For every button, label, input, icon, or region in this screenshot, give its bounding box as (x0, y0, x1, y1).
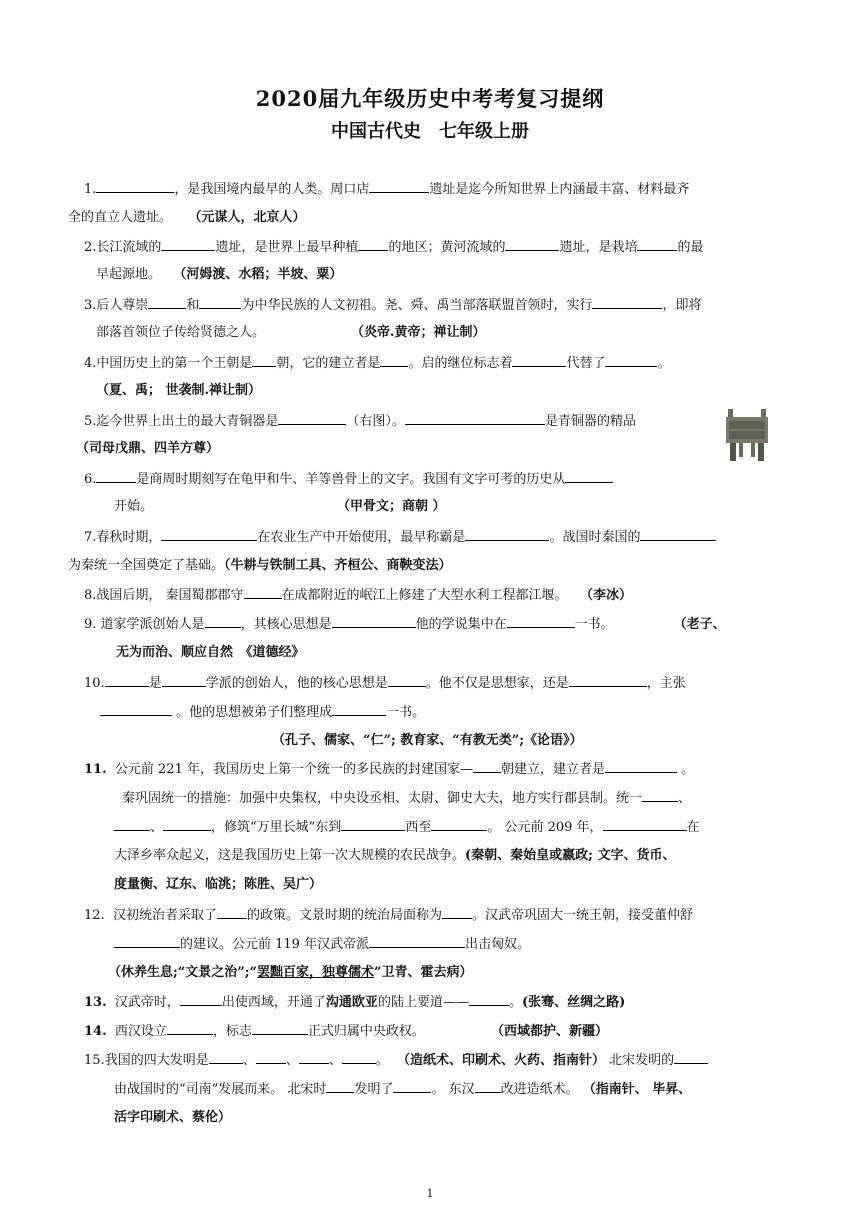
question-11-line3: 、 ，修筑“万里长城”东到 西至 。 公元前 209 年， 在 (114, 818, 700, 836)
answer-15b: （指南针、 毕昇、 (582, 1082, 692, 1097)
answer-12a: （休养生息;“文景之治”;“ (108, 965, 258, 980)
question-8-line1: 8.战国后期， 秦国蜀郡郡守 在成都附近的岷江上修建了大型水利工程都江堰。 （李冰） (84, 588, 632, 603)
question-13-line1: 13. 汉武帝时， 出使西域，开通了沟通欧亚的陆上要道—— 。(张骞、丝绸之路) (84, 995, 626, 1010)
question-6-line2: 开始。 （甲骨文；商朝 ） (114, 499, 446, 514)
question-7-line2: 为秦统一全国奠定了基础。（牛耕与铁制工具、齐桓公、商鞅变法） (68, 558, 452, 573)
answer-9a: （老子、 (673, 617, 726, 632)
answer-6: （甲骨文；商朝 ） (337, 499, 446, 514)
answer-9b: 无为而治、顺应自然 《道德经》 (116, 645, 305, 660)
question-4-answer-line (96, 382, 261, 399)
question-15-line1: 15.我国的四大发明是 、 、 、 。 （造纸术、印刷术、火药、指南针） 北宋发明的 (84, 1051, 708, 1069)
question-4-line1: 4.中国历史上的第一个王朝是 朝，它的建立者是 。启的继位标志着 代替了 。 (84, 356, 671, 371)
answer-15a: （造纸术、印刷术、火药、指南针） (397, 1053, 606, 1068)
page-subtitle: 中国古代史 七年级上册 (331, 121, 529, 142)
question-1-line2: 全的直立人遗址。 （元谋人，北京人） (68, 210, 306, 225)
answer-12c: ”卫青、霍去病） (374, 965, 473, 980)
answer-11b: 度量衡、辽东、临洮；陈胜、吴广） (114, 877, 323, 892)
question-12-answer-line (108, 964, 473, 981)
answer-2: （河姆渡、水稻；半坡、粟） (173, 267, 343, 282)
question-3-line1: 3.后人尊崇 和 为中华民族的人文初祖。尧、舜、禹当部落联盟首领时，实行 ，即将 (84, 298, 702, 313)
question-15-line3 (114, 1109, 231, 1126)
answer-13: (张骞、丝绸之路) (521, 995, 626, 1010)
question-9-line2 (116, 644, 305, 661)
question-3-line2: 部落首领位子传给贤德之人。 （炎帝.黄帝；禅让制） (96, 325, 486, 340)
question-9-line1: 9. 道家学派创始人是 ，其核心思想是 他的学说集中在 一书。 （老子、 (84, 617, 726, 632)
question-1-line1: 1. ，是我国境内最早的人类。周口店 遗址是迄今所知世界上内涵最丰富、材料最齐 (84, 182, 690, 197)
page-title: 2020届九年级历史中考考复习提纲 (255, 86, 605, 111)
answer-1: （元谋人，北京人） (188, 210, 306, 225)
answer-5: （司母戊鼎、四羊方尊） (76, 441, 220, 456)
bronze-ding-image (722, 405, 772, 465)
question-12-line1: 12. 汉初统治者采取了 的政策。文景时期的统治局面称为 。汉武帝巩固大一统王朝，接受董仲舒 (84, 908, 693, 923)
question-10-answer-line (272, 732, 583, 749)
answer-8: （李冰） (579, 588, 632, 603)
question-14-line1: 14. 西汉设立 ，标志 正式归属中央政权。 （西域都护、新疆） (84, 1024, 608, 1039)
question-11-line5 (114, 876, 322, 893)
question-10-line1: 10. 是 学派的创始人，他的核心思想是 。他不仅是思想家，还是 ，主张 (84, 676, 686, 691)
question-11-line1: 11. 公元前 221 年，我国历史上第一个统一的多民族的封建国家— 朝建立，建立者是 。 (84, 762, 695, 777)
question-6-line1: 6. 是商周时期刻写在龟甲和牛、羊等兽骨上的文字。我国有文字可考的历史从 (84, 470, 613, 488)
question-5-line1: 5.迄今世界上出土的最大青铜器是 （右图）。 是青铜器的精品 (84, 414, 636, 429)
question-7-line1: 7.春秋时期， 在农业生产中开始使用，最早称霸是 。战国时秦国的 (84, 528, 716, 546)
question-10-line2: 。他的思想被弟子们整理成 一书。 (100, 703, 425, 721)
answer-3: （炎帝.黄帝；禅让制） (351, 325, 486, 340)
question-12-line2: 的建议。公元前 119 年汉武帝派 出击匈奴。 (114, 935, 530, 953)
answer-12b: 罢黜百家，独尊儒术 (257, 965, 375, 980)
question-11-line4: 大泽乡率众起义，这是我国历史上第一次大规模的农民战争。(秦朝、秦始皇或嬴政; 文字、货币、 (114, 848, 676, 863)
page-number: 1 (426, 1187, 434, 1200)
question-5-answer-line (76, 440, 219, 457)
question-11-line2: 秦巩固统一的措施：加强中央集权，中央设丞相、太尉、御史大夫，地方实行郡县制。统一 、 (122, 791, 692, 806)
question-2-line1: 2.长江流域的 遗址，是世界上最早种植 的地区；黄河流域的 遗址，是栽培 的最 (84, 240, 704, 255)
question-15-line2: 由战国时的“司南”发展而来。 北宋时 发明了 。 东汉 改进造纸术。 （指南针、 毕昇、 (114, 1082, 692, 1097)
answer-15c: 活字印刷术、蔡伦） (114, 1110, 232, 1125)
answer-4: （夏、禹； 世袭制.禅让制） (96, 383, 262, 398)
answer-14: （西域都护、新疆） (490, 1024, 608, 1039)
answer-11a: (秦朝、秦始皇或嬴政; 文字、货币、 (465, 848, 676, 863)
answer-7: （牛耕与铁制工具、齐桓公、商鞅变法） (224, 558, 452, 573)
answer-10: （孔子、儒家、“仁”; 教育家、“有教无类”;《论语》） (272, 733, 583, 748)
question-2-line2: 早起源地。 （河姆渡、水稻；半坡、粟） (96, 267, 343, 282)
